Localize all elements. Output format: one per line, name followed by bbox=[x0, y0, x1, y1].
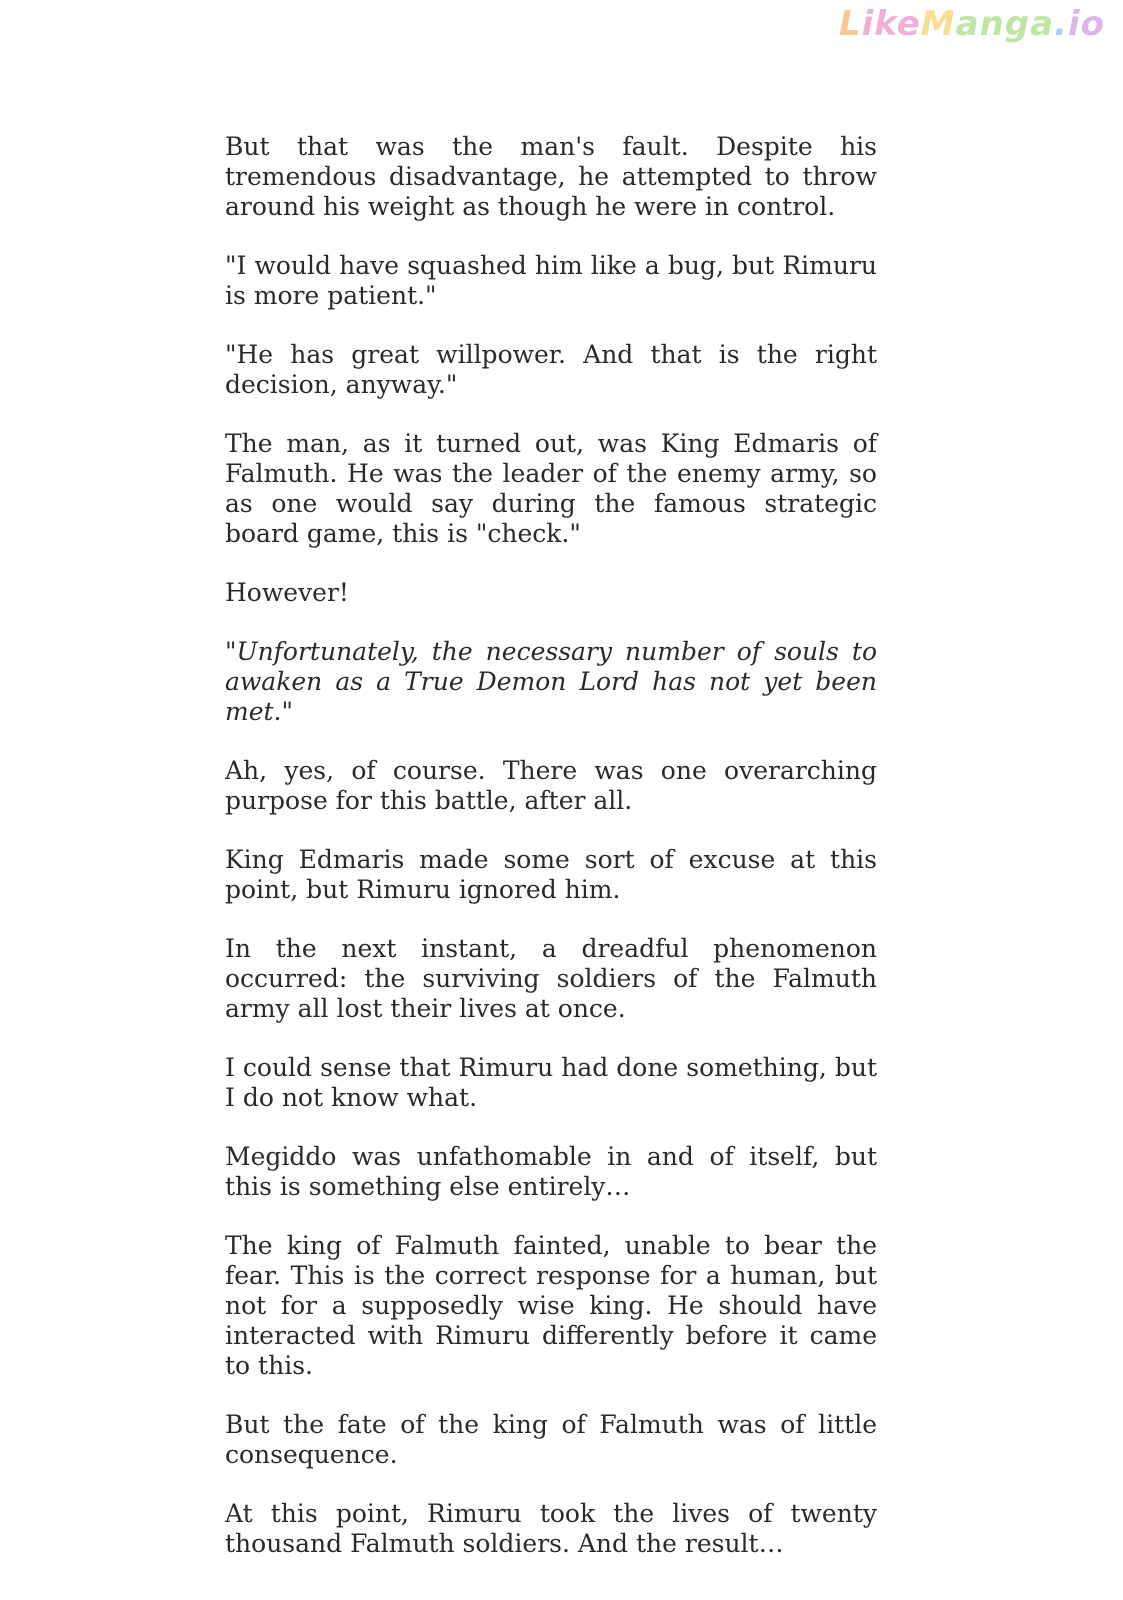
paragraph: The king of Falmuth fainted, unable to bear the fear. This is the correct response for a human, but not for a supposedly wise king. He should have interacted with Rimuru differently before it came to this. bbox=[225, 1231, 877, 1380]
watermark-part: . bbox=[1054, 4, 1068, 44]
paragraph: The man, as it turned out, was King Edmaris of Falmuth. He was the leader of the enemy army, so as one would say during the famous strategic board game, this is "check." bbox=[225, 429, 877, 548]
watermark-part: anga bbox=[955, 4, 1055, 44]
paragraph: "Unfortunately, the necessary number of souls to awaken as a True Demon Lord has not yet been met." bbox=[225, 637, 877, 726]
paragraph: However! bbox=[225, 578, 349, 607]
paragraph: King Edmaris made some sort of excuse at this point, but Rimuru ignored him. bbox=[225, 845, 877, 904]
paragraph: Megiddo was unfathomable in and of itself, but this is something else entirely… bbox=[225, 1142, 877, 1201]
paragraph: But that was the man's fault. Despite his tremendous disadvantage, he attempted to throw around his weight as though he were in control. bbox=[225, 132, 877, 221]
paragraph: I could sense that Rimuru had done something, but I do not know what. bbox=[225, 1053, 877, 1112]
watermark-logo bbox=[839, 4, 1105, 44]
watermark-part: M bbox=[920, 4, 956, 44]
page-body bbox=[225, 132, 877, 1588]
watermark-part: ike bbox=[861, 4, 921, 44]
watermark-part: L bbox=[838, 4, 862, 44]
paragraph: At this point, Rimuru took the lives of twenty thousand Falmuth soldiers. And the result… bbox=[225, 1499, 877, 1558]
paragraph: Ah, yes, of course. There was one overarching purpose for this battle, after all. bbox=[225, 756, 877, 815]
paragraph: "He has great willpower. And that is the right decision, anyway." bbox=[225, 340, 877, 399]
paragraph: "I would have squashed him like a bug, but Rimuru is more patient." bbox=[225, 251, 877, 310]
paragraph: But the fate of the king of Falmuth was of little consequence. bbox=[225, 1410, 877, 1469]
watermark-part: io bbox=[1067, 4, 1105, 44]
paragraph: In the next instant, a dreadful phenomenon occurred: the surviving soldiers of the Falmuth army all lost their lives at once. bbox=[225, 934, 877, 1023]
